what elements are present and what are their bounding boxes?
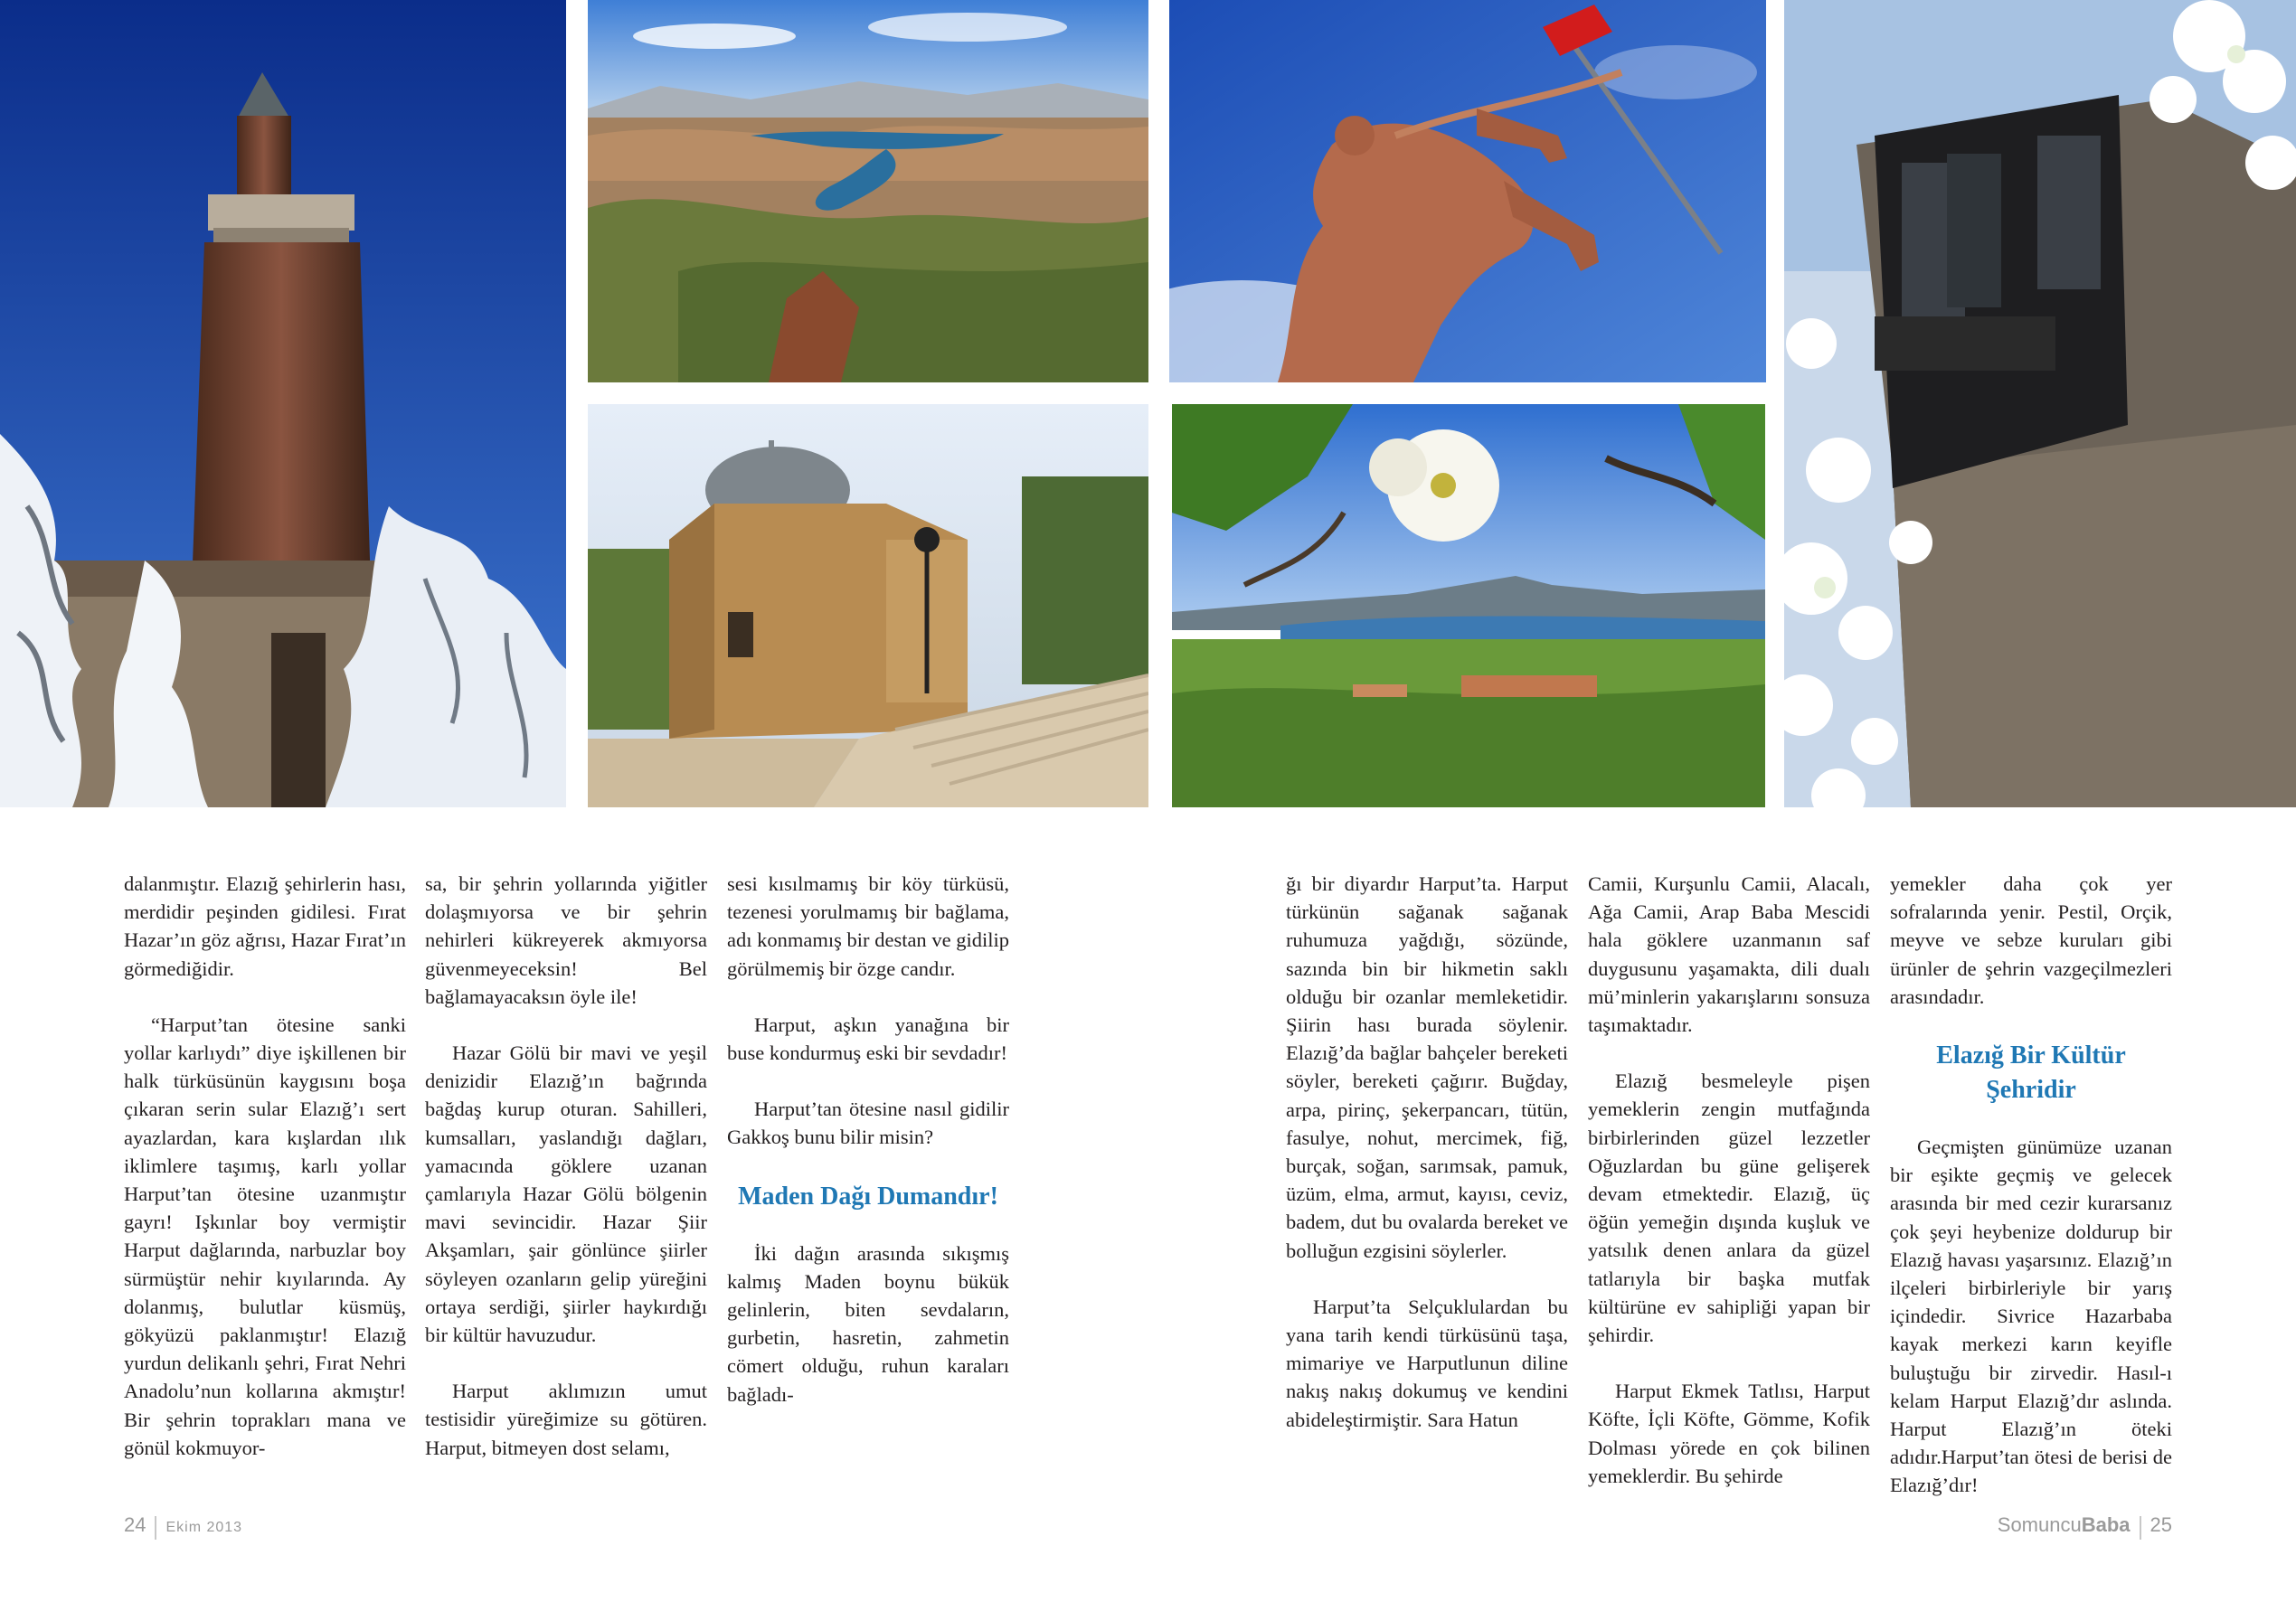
left-folio — [124, 1513, 242, 1540]
photo-minaret-in-snow — [0, 0, 566, 807]
right-page-column-1 — [1286, 870, 1568, 1462]
paragraph: Elazığ besmeleyle pişen yemeklerin zengin mutfağında birbirlerinden güzel lezzetler Oğuzlardan bu güne gelişerek devam etmektedir. Elazığ, üç öğün yemeğin dışında kuşluk ve yatsılık denen anlara da güzel tatlarıyla bir başka mutfak kültürüne ev sahipliği yapan bir şehirdir. — [1588, 1070, 1870, 1347]
paragraph: Harput Ekmek Tatlısı, Harput Köfte, İçli Köfte, Gömme, Kofik Dolması yörede en çok bilinen yemeklerdir. Bu şehirde — [1588, 1380, 1870, 1487]
paragraph: ğı bir diyardır Harput’ta. Harput türkünün sağanak sağanak ruhumuza yağdığı, sözünde, sazında bin bir hikmetin saklı olduğu bir ozanlar memleketidir. Şiirin hası burada söylenir. Elazığ’da bağlar bahçeler bereketi söyler, bereketi çağırır. Buğday, arpa, pirinç, şekerpancarı, tütün, fasulye, nohut, mercimek, fiğ, burçak, soğan, sarımsak, pamuk, üzüm, elma, armut, kayısı, ceviz, badem, dut bu ovalarda bereket ve bolluğun ezgisini söylerler. — [1286, 872, 1568, 1262]
folio-divider — [2140, 1516, 2141, 1540]
paragraph: Harput’tan ötesine nasıl gidilir Gakkoş bunu bilir misin? — [727, 1098, 1009, 1149]
paragraph: Camii, Kurşunlu Camii, Alacalı, Ağa Camii, Arap Baba Mescidi hala göklere uzanmanın saf duygusunu yaşamakta, dili dualı mü’minlerin yakarışlarını sonsuza taşımaktadır. — [1588, 872, 1870, 1037]
paragraph: yemekler daha çok yer sofralarında yenir. Pestil, Orçik, meyve ve sebze kuruları gibi ürünler de şehrin vazgeçilmezleri arasındadır. — [1890, 872, 2172, 1008]
paragraph: “Harput’tan ötesine sanki yollar karlıydı” diye işkillenen bir halk türküsünün kaygısını boşa çıkaran serin sular Elazığ’ı sert ayazlardan, kara kışlardan ılık iklimlere taşımış, karlı yollar Harput’tan ötesine uzanmıştır gayrı! Işkınlar boy vermiştir Harput dağlarında, narbuzlar boy sürmüştür nehir kıyılarında. Ay dolanmış, bulutlar küsmüş, gökyüzü paklanmıştır! Elazığ yurdun delikanlı şehri, Fırat Nehri Anadolu’nun kollarına akmıştır! Bir şehrin toprakları mana ve gönül kokmuyor- — [124, 1013, 406, 1459]
photo-horseman-statue-flag — [1169, 0, 1766, 382]
photo-dam-valley — [588, 0, 1148, 382]
left-page-column-1 — [124, 870, 406, 1490]
page-number-right: 25 — [2150, 1513, 2172, 1536]
brand-part-2: Baba — [2081, 1513, 2131, 1536]
folio-divider — [155, 1516, 156, 1540]
paragraph: sa, bir şehrin yollarında yiğitler dolaşmıyorsa ve bir şehrin nehirleri kükreyerek akmıyorsa güvenmeyeceksin! Bel bağlamayacaksın öyle ile! — [425, 872, 707, 1008]
paragraph: Harput aklımızın umut testisidir yüreğimize su götüren. Harput, bitmeyen dost selamı, — [425, 1380, 707, 1459]
paragraph: Hazar Gölü bir mavi ve yeşil denizidir Elazığ’ın bağrında bağdaş kurup oturan. Sahilleri, kumsalları, yaslandığı dağları, yamacında göklere uzanan çamlarıyla Hazar Gölü bölgenin mavi sevincidir. Hazar Şiir Akşamları, şair gönlünce şiirler söyleyen ozanların gelip yüreğini ortaya serdiği, şiirler haykırdığı bir kültür havuzudur. — [425, 1041, 707, 1347]
paragraph: Harput, aşkın yanağına bir buse kondurmuş eski bir sevdadır! — [727, 1013, 1009, 1065]
left-page-column-3 — [727, 870, 1009, 1437]
paragraph: Geçmişten günümüze uzanan bir eşikte geçmiş ve gelecek arasında bir med cezir kurarsanız çok şeyi heybenize doldurup bir Elazığ havası yaşarsınız. Elazığ’ın ilçeleri birbirleriyle bir yarış içindedir. Sivrice Hazarbaba kayak merkezi karın keyifle buluştuğu bir zirvedir. Hasıl-ı kelam Harput Elazığ’dır aslında. Harput Elazığ’ın öteki adıdır.Harput’tan ötesi de berisi de Elazığ’dır! — [1890, 1136, 2172, 1497]
page-number-left: 24 — [124, 1513, 146, 1536]
photo-tomb-building — [588, 404, 1148, 807]
paragraph: İki dağın arasında sıkışmış kalmış Maden boynu bükük gelinlerin, biten sevdaların, gurbetin, hasretin, zahmetin cömert olduğu, ruhun karaları bağladı- — [727, 1241, 1009, 1406]
paragraph: dalanmıştır. Elazığ şehirlerin hası, merdidir peşinden gidilesi. Fırat Hazar’ın göz ağrısı, Hazar Fırat’ın görmediğidir. — [124, 872, 406, 980]
photo-flower-lake — [1172, 404, 1765, 807]
magazine-brand — [1998, 1513, 2131, 1536]
brand-part-1: Somuncu — [1997, 1513, 2082, 1536]
right-folio — [1998, 1513, 2172, 1540]
photo-house-with-blossoms — [1784, 0, 2296, 807]
right-page-column-3 — [1890, 870, 2172, 1528]
paragraph: Harput’ta Selçuklulardan bu yana tarih kendi türküsünü taşa, mimariye ve Harputlunun diline nakış nakış dokumuş ve kendini abideleştirmiştir. Sara Hatun — [1286, 1295, 1568, 1431]
left-page-column-2 — [425, 870, 707, 1490]
section-heading-maden: Maden Dağı Dumandır! — [738, 1182, 998, 1211]
right-page-column-2 — [1588, 870, 1870, 1518]
paragraph: sesi kısılmamış bir köy türküsü, tezenesi yorulmamış bir bağlama, adı konmamış bir destan ve gidilip görülmemiş bir özge candır. — [727, 872, 1009, 980]
section-heading-kultur: Elazığ Bir Kültür Şehridir — [1936, 1041, 2126, 1105]
issue-date: Ekim 2013 — [165, 1520, 243, 1535]
